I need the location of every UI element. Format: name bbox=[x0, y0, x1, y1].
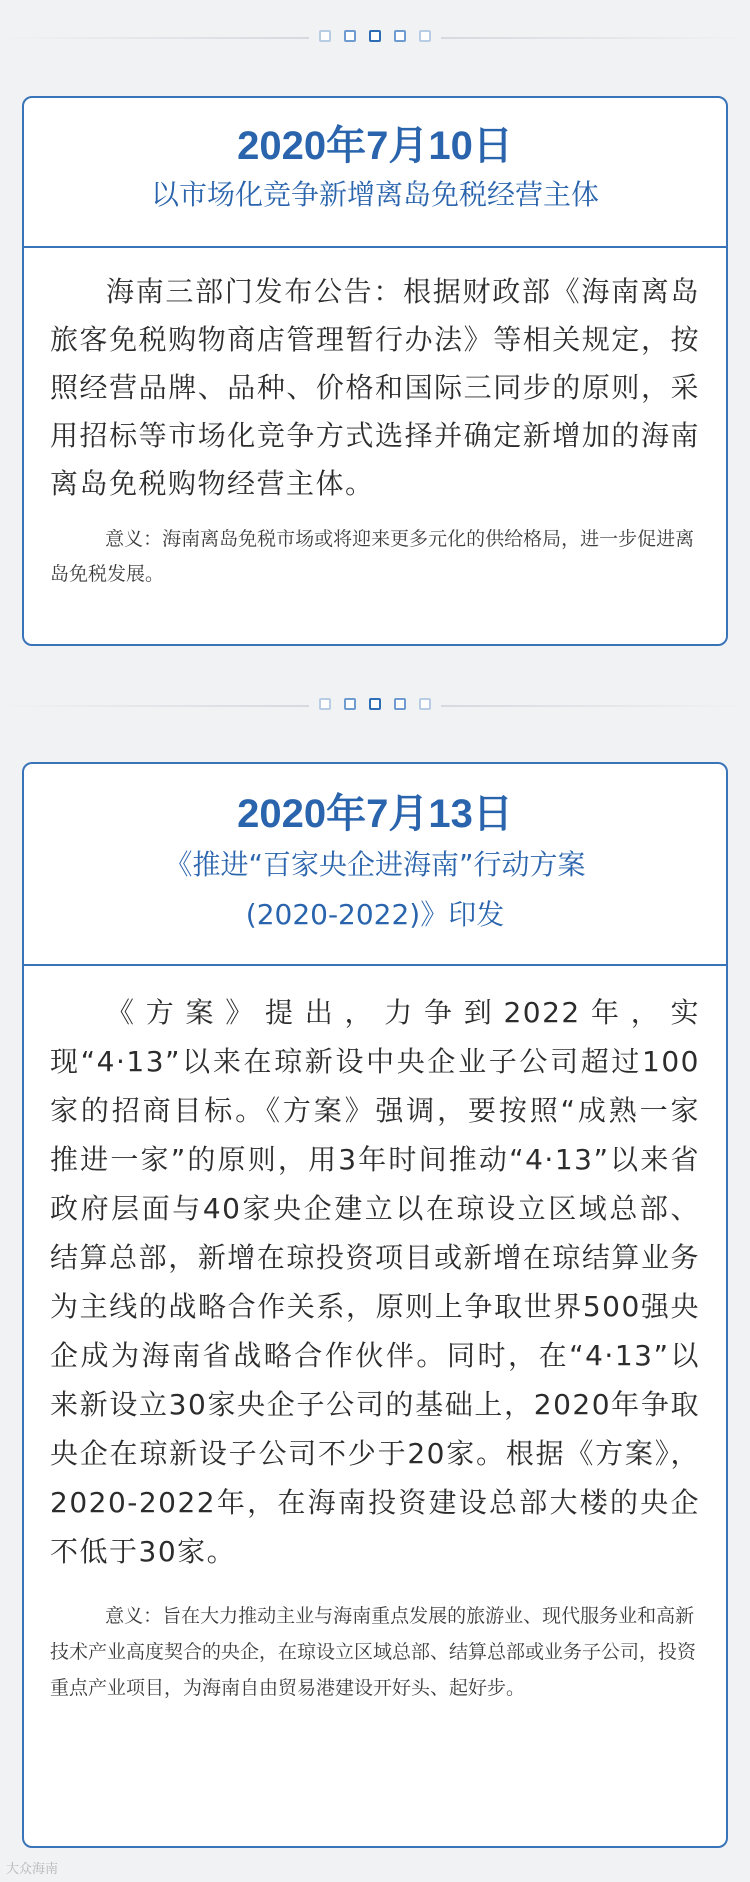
divider-dot bbox=[394, 698, 406, 710]
divider-dot bbox=[344, 30, 356, 42]
card-header bbox=[24, 764, 726, 966]
card-body: 海南三部门发布公告：根据财政部《海南离岛旅客免税购物商店管理暂行办法》等相关规定，按照经营品牌、品种、价格和国际三同步的原则，采用招标等市场化竞争方式选择并确定新增加的海南离岛免税购物经营主体。 bbox=[50, 275, 700, 500]
divider-line bbox=[430, 705, 750, 707]
divider-line bbox=[430, 37, 750, 39]
divider-dot bbox=[419, 30, 431, 42]
divider-line bbox=[0, 37, 320, 39]
card-subtitle: 《推进“百家央企进海南”行动方案 bbox=[164, 848, 586, 881]
timeline-card bbox=[22, 762, 728, 1848]
divider-dot bbox=[369, 30, 381, 42]
card-subtitle: 以市场化竞争新增离岛免税经营主体 bbox=[150, 178, 599, 211]
divider-line bbox=[0, 705, 320, 707]
watermark: 大众海南 bbox=[6, 1862, 59, 1877]
divider-dot bbox=[319, 698, 331, 710]
card-date: 2020年7月10日 bbox=[237, 124, 513, 168]
card-subtitle: (2020-2022)》印发 bbox=[245, 898, 505, 931]
section-divider bbox=[0, 26, 750, 50]
card-date: 2020年7月13日 bbox=[237, 792, 513, 836]
card-body: 《方案》提出，力争到2022年，实现“4·13”以来在琼新设中央企业子公司超过100家的招商目标。《方案》强调，要按照“成熟一家推进一家”的原则，用3年时间推动“4·13”以来省政府层面与40家央企建立以在琼设立区域总部、结算总部，新增在琼投资项目或新增在琼结算业务为主线的战略合作关系，原则上争取世界500强央企成为海南省战略合作伙伴。同时，在“4·13”以来新设立30家央企子公司的基础上，2020年争取央企在琼新设子公司不少于20家。根据《方案》，2020-2022年，在海南投资建设总部大楼的央企不低于30家。 bbox=[50, 996, 700, 1568]
divider-dots bbox=[309, 30, 441, 42]
card-meaning: 意义：海南离岛免税市场或将迎来更多元化的供给格局，进一步促进离岛免税发展。 bbox=[50, 528, 695, 585]
divider-dot bbox=[369, 698, 381, 710]
divider-dot bbox=[319, 30, 331, 42]
card-header bbox=[24, 98, 726, 248]
timeline-card bbox=[22, 96, 728, 646]
divider-dot bbox=[344, 698, 356, 710]
section-divider bbox=[0, 694, 750, 718]
card-meaning: 意义：旨在大力推动主业与海南重点发展的旅游业、现代服务业和高新技术产业高度契合的央企，在琼设立区域总部、结算总部或业务子公司，投资重点产业项目，为海南自由贸易港建设开好头、起好步。 bbox=[50, 1605, 697, 1699]
divider-dots bbox=[309, 698, 441, 710]
divider-dot bbox=[419, 698, 431, 710]
divider-dot bbox=[394, 30, 406, 42]
